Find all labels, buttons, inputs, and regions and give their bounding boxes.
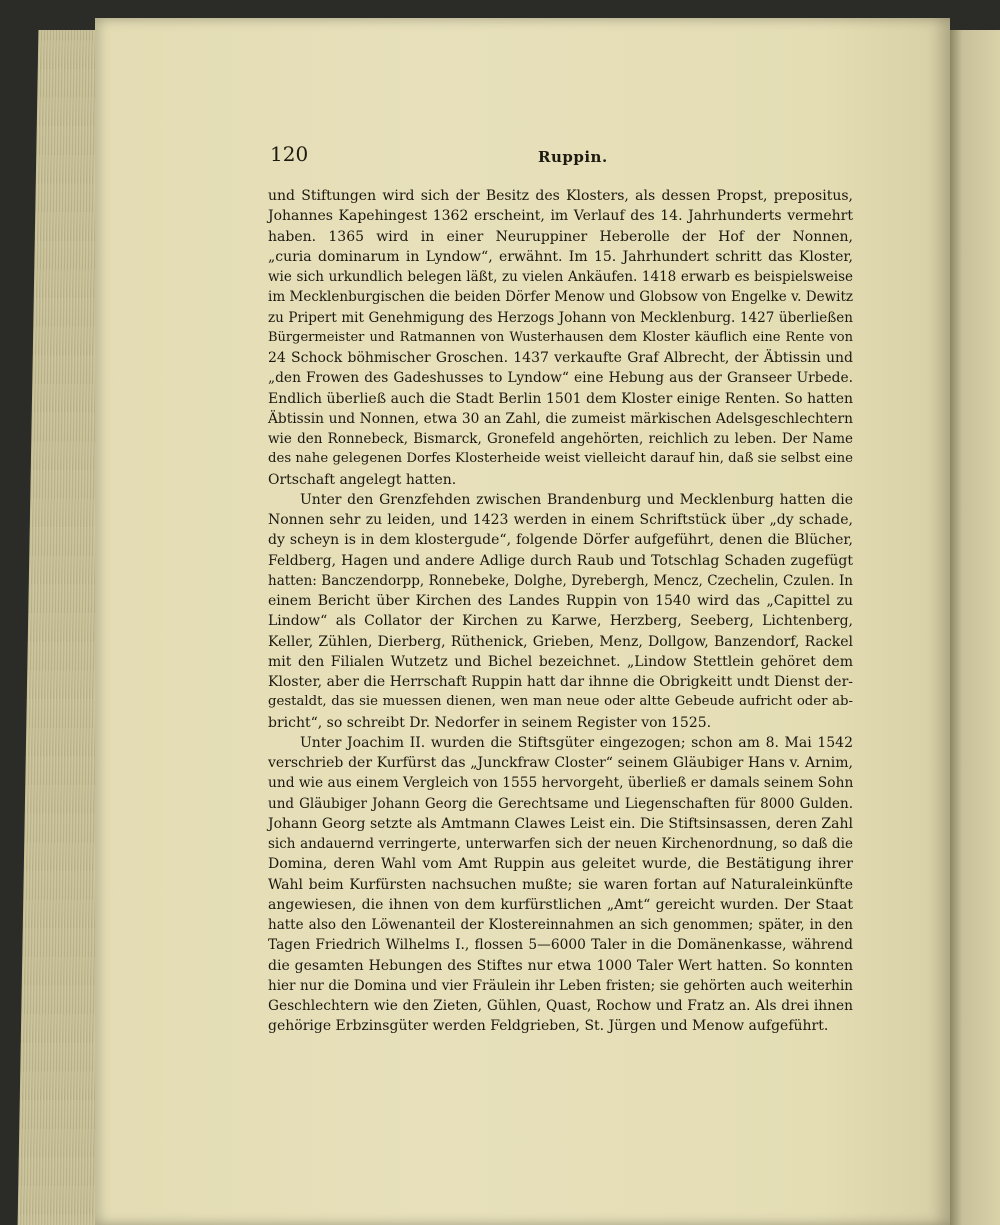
- paragraph: [268, 186, 853, 490]
- text-line: Endlich überließ auch die Stadt Berlin 1501 dem Kloster einige Renten. So hatten: [268, 390, 853, 407]
- text-line: gestaldt, das sie muessen dienen, wen man neue oder altte Gebeude aufricht oder ab-: [268, 694, 853, 710]
- text-line: Geschlechtern wie den Zieten, Gühlen, Quast, Rochow und Fratz an. Als drei ihnen: [268, 998, 853, 1014]
- text-line: „curia dominarum in Lyndow“, erwähnt. Im 15. Jahrhundert schritt das Kloster,: [268, 248, 853, 265]
- text-line: sich andauernd verringerte, unterwarfen sich der neuen Kirchenordnung, so daß die: [268, 836, 853, 852]
- text-line: haben. 1365 wird in einer Neuruppiner Heberolle der Hof der Nonnen,: [268, 228, 853, 245]
- body-text: [268, 186, 853, 1037]
- text-line: hatte also den Löwenanteil der Klostereinnahmen an sich genommen; später, in den: [268, 917, 853, 933]
- text-line: Kloster, aber die Herrschaft Ruppin hatt dar ihnne die Obrigkeitt undt Dienst der-: [268, 674, 853, 690]
- text-line: verschrieb der Kurfürst das „Junckfraw Closter“ seinem Gläubiger Hans v. Arnim,: [268, 755, 853, 771]
- page-number: 120: [270, 142, 309, 166]
- paragraph: [268, 733, 853, 1037]
- text-line: des nahe gelegenen Dorfes Klosterheide weist vielleicht darauf hin, daß sie selbst eine: [268, 451, 853, 467]
- text-line: Lindow“ als Collator der Kirchen zu Karwe, Herzberg, Seeberg, Lichtenberg,: [268, 613, 853, 630]
- text-line: Nonnen sehr zu leiden, und 1423 werden in einem Schriftstück über „dy schade,: [268, 512, 853, 528]
- text-line: Wahl beim Kurfürsten nachsuchen mußte; sie waren fortan auf Naturaleinkünfte: [268, 876, 853, 893]
- page-header: [270, 142, 850, 172]
- text-line: „den Frowen des Gadeshusses to Lyndow“ eine Hebung aus der Granseer Urbede.: [268, 370, 853, 387]
- text-line: im Mecklenburgischen die beiden Dörfer Menow und Globsow von Engelke v. Dewitz: [268, 289, 853, 306]
- text-line: Tagen Friedrich Wilhelms I., flossen 5—6000 Taler in die Domänenkasse, während: [268, 937, 853, 954]
- text-line: und Stiftungen wird sich der Besitz des Klosters, als dessen Propst, prepositus,: [268, 188, 853, 204]
- text-line: Johann Georg setzte als Amtmann Clawes Leist ein. Die Stiftsinsassen, deren Zahl: [268, 815, 853, 832]
- running-title: Ruppin.: [538, 148, 608, 166]
- text-line: Johannes Kapehingest 1362 erscheint, im Verlauf des 14. Jahrhunderts vermehrt: [268, 208, 853, 225]
- text-line: Bürgermeister und Ratmannen von Wusterhausen dem Kloster käuflich eine Rente von: [268, 329, 853, 345]
- text-line: Äbtissin und Nonnen, etwa 30 an Zahl, die zumeist märkischen Adelsgeschlechtern: [268, 410, 853, 427]
- text-line: wie sich urkundlich belegen läßt, zu vielen Ankäufen. 1418 erwarb es beispielsweise: [268, 269, 853, 285]
- text-line: Ortschaft angelegt hatten.: [268, 471, 457, 488]
- text-line: wie den Ronnebeck, Bismarck, Gronefeld angehörten, reichlich zu leben. Der Name: [268, 431, 853, 447]
- text-line: Feldberg, Hagen und andere Adlige durch Raub und Totschlag Schaden zugefügt: [268, 552, 853, 569]
- text-line: 24 Schock böhmischer Groschen. 1437 verkaufte Graf Albrecht, der Äbtissin und: [268, 350, 853, 366]
- text-line: Keller, Zühlen, Dierberg, Rüthenick, Grieben, Menz, Dollgow, Banzendorf, Rackel: [268, 633, 853, 650]
- text-line: und Gläubiger Johann Georg die Gerechtsame und Liegenschaften für 8000 Gulden.: [268, 795, 853, 812]
- facing-page-edge: [950, 30, 1000, 1225]
- text-line: gehörige Erbzinsgüter werden Feldgrieben, St. Jürgen und Menow aufgeführt.: [268, 1018, 829, 1035]
- text-line: bricht“, so schreibt Dr. Nedorfer in seinem Register von 1525.: [268, 714, 712, 731]
- text-line: Domina, deren Wahl vom Amt Ruppin aus geleitet wurde, die Bestätigung ihrer: [268, 856, 853, 873]
- text-line: zu Pripert mit Genehmigung des Herzogs Johann von Mecklenburg. 1427 überließen: [268, 309, 853, 326]
- text-line: dy scheyn is in dem klostergude“, folgende Dörfer aufgeführt, denen die Blücher,: [268, 532, 853, 549]
- text-line: Unter Joachim II. wurden die Stiftsgüter eingezogen; schon am 8. Mai 1542: [300, 734, 853, 751]
- text-line: einem Bericht über Kirchen des Landes Ruppin von 1540 wird das „Capittel zu: [268, 593, 853, 609]
- text-line: hier nur die Domina und vier Fräulein ihr Leben fristen; sie gehörten auch weiterhin: [268, 977, 853, 994]
- text-line: Unter den Grenzfehden zwischen Brandenburg und Mecklenburg hatten die: [300, 491, 853, 508]
- text-line: und wie aus einem Vergleich von 1555 hervorgeht, überließ er damals seinem Sohn: [268, 775, 854, 792]
- text-line: mit den Filialen Wutzetz und Bichel bezeichnet. „Lindow Stettlein gehöret dem: [268, 653, 853, 670]
- text-line: angewiesen, die ihnen von dem kurfürstlichen „Amt“ gereicht wurden. Der Staat: [268, 896, 853, 913]
- paragraph: [268, 490, 853, 733]
- text-line: hatten: Banczendorpp, Ronnebeke, Dolghe, Dyrebergh, Mencz, Czechelin, Czulen. In: [268, 572, 853, 589]
- text-line: die gesamten Hebungen des Stiftes nur etwa 1000 Taler Wert hatten. So konnten: [268, 957, 853, 974]
